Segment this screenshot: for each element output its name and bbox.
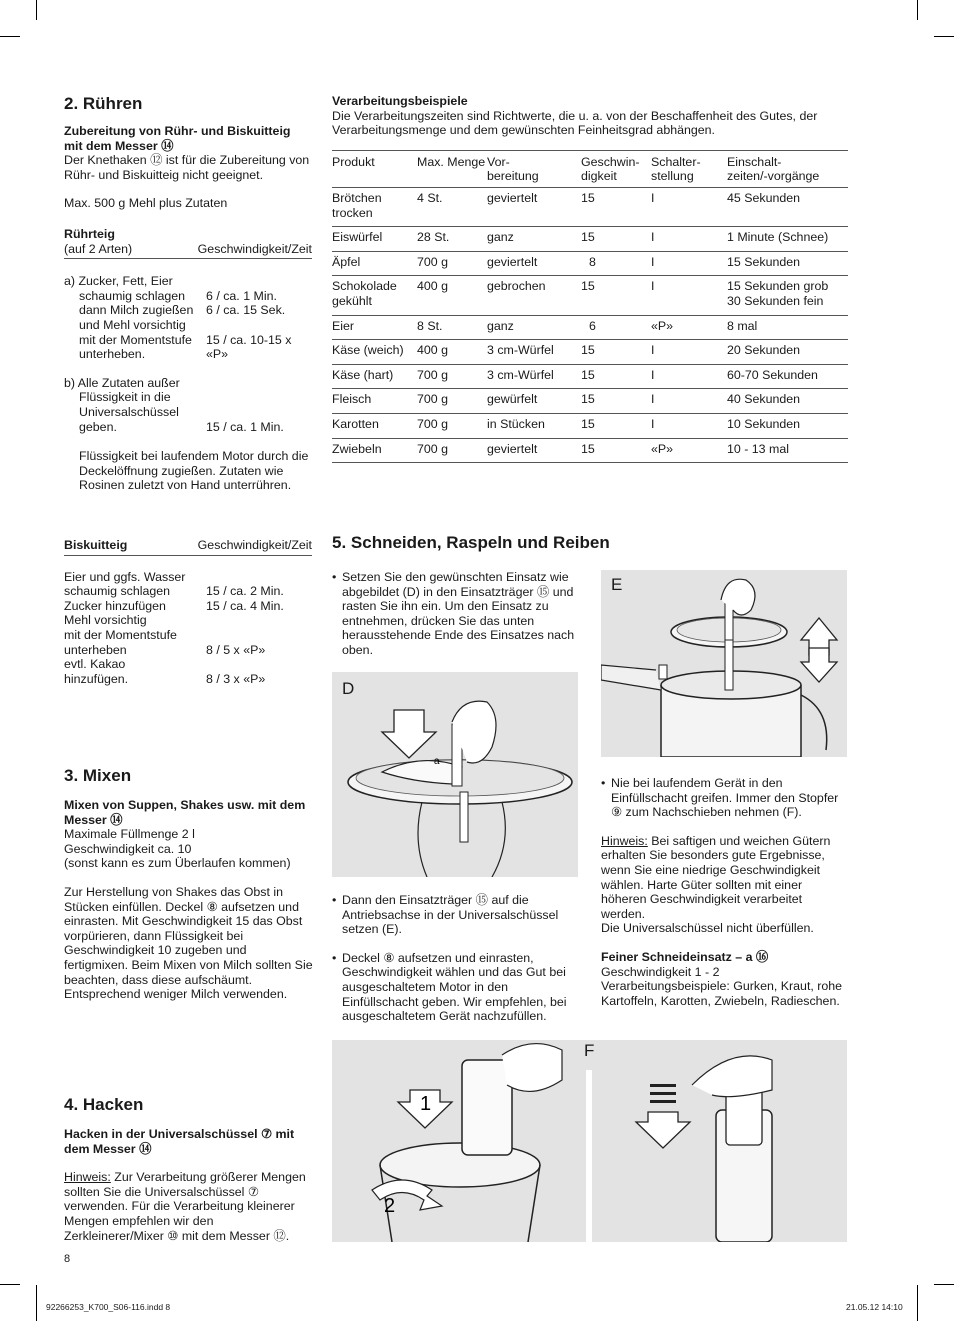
table-cell: I	[651, 364, 727, 389]
paragraph: (sonst kann es zum Überlaufen kommen)	[64, 856, 291, 871]
table-cell: Brötchen trocken	[332, 187, 417, 226]
bullet-text: Nie bei laufendem Gerät in den Einfüllschacht greifen. Immer den Stopfer ⑨ zum Nachschieben nehmen (F).	[611, 776, 839, 820]
figure-e-illustration	[601, 570, 847, 757]
crop-mark	[0, 36, 20, 37]
section-schneiden-title	[332, 533, 852, 553]
table-cell: 15 Sekunden grob 30 Sekunden fein	[727, 276, 848, 315]
figure-d	[332, 672, 578, 877]
table-cell: 700 g	[417, 251, 487, 276]
table-header-cell: Produkt	[332, 150, 417, 187]
page-number: 8	[64, 1253, 71, 1265]
recipe-line: b) Alle Zutaten außer	[64, 375, 180, 390]
recipe-setting	[206, 613, 312, 628]
hint-label: Hinweis:	[64, 1170, 111, 1185]
section-title: 3. Mixen	[64, 766, 132, 785]
table-cell: 28 St.	[417, 227, 487, 252]
recipe-b-rows	[64, 390, 312, 434]
recipe-setting: 8 / 3 x «P»	[206, 671, 266, 686]
ruehrteig-right: Geschwindigkeit/Zeit	[197, 241, 312, 256]
crop-mark	[934, 1284, 954, 1285]
paragraph: Zur Herstellung von Shakes das Obst in Stücken einfüllen. Deckel ⑧ aufsetzen und einrasten. Mit Geschwindigkeit 15 das Obst vorpürieren, dann Flüssigkeit bei Geschwindigkeit 10 zugeben und fertigmixen. Beim Mixen von Milch sollten Sie beachten, dass diese aufschäumt. Entsprechend weniger Milch verwenden.	[64, 884, 313, 1002]
table-cell: 15	[581, 364, 651, 389]
recipe-setting	[206, 570, 312, 585]
examples-heading: Verarbeitungsbeispiele	[332, 94, 468, 108]
table-cell: 15	[581, 227, 651, 252]
table-header-cell: Max. Menge	[417, 150, 487, 187]
table-cell: geviertelt	[487, 438, 581, 463]
recipe-step: geben.	[79, 419, 117, 434]
table-cell: Käse (weich)	[332, 340, 417, 365]
table-cell: gewürfelt	[487, 389, 581, 414]
recipe-step: unterheben	[64, 642, 127, 657]
paragraph: Geschwindigkeit ca. 10	[64, 841, 192, 856]
table-cell: 10 - 13 mal	[727, 438, 848, 463]
recipe-line: a) Zucker, Fett, Eier	[64, 274, 173, 289]
table-cell: 15	[581, 340, 651, 365]
table-cell: Äpfel	[332, 251, 417, 276]
ruehrteig-header	[64, 242, 312, 260]
table-cell: Eier	[332, 315, 417, 340]
crop-mark	[934, 36, 954, 37]
table-cell: 15 Sekunden	[727, 251, 848, 276]
sub-heading: Mixen von Suppen, Shakes usw. mit dem Messer ⑭	[64, 798, 306, 827]
recipe-step: mit der Momentstufe	[64, 627, 177, 642]
table-cell: in Stücken	[487, 413, 581, 438]
recipe-setting: 15 / ca. 2 Min.	[206, 584, 284, 599]
table-header-cell: Geschwin- digkeit	[581, 150, 651, 187]
table-row	[332, 413, 848, 438]
table-cell: ganz	[487, 315, 581, 340]
table-cell: geviertelt	[487, 251, 581, 276]
recipe-setting	[206, 390, 312, 405]
hint-text: Bei saftigen und weichen Gütern erhalten Sie besonders gute Ergebnisse, wenn Sie eine niedrige Geschwindigkeit wählen. Harte Güter sollten mit einer höheren Geschwindigkeit verarbeitet werden.	[601, 833, 831, 921]
paragraph: Max. 500 g Mehl plus Zutaten	[64, 196, 228, 211]
recipe-step: hinzufügen.	[64, 671, 129, 686]
table-cell: 3 cm-Würfel	[487, 340, 581, 365]
section5-bullet: • Setzen Sie den gewünschten Einsatz wie abgebildet (D) in den Einsatzträger ⑮ und rasten Sie ihn ein. Um den Einsatz zu entnehmen, drücken Sie das unten herausstehende Ende des Einsatzes nach oben.	[332, 570, 578, 658]
recipe-setting: «P»	[206, 347, 229, 362]
footer-date: 21.05.12 14:10	[846, 1302, 903, 1312]
recipe-setting	[206, 628, 312, 643]
table-cell: 400 g	[417, 340, 487, 365]
table-cell: 15	[581, 187, 651, 226]
ruehrteig-left: (auf 2 Arten)	[64, 241, 133, 256]
crop-mark	[917, 0, 918, 20]
recipe-step: schaumig schlagen	[79, 288, 186, 303]
section-mixen	[64, 766, 314, 1002]
table-cell: Käse (hart)	[332, 364, 417, 389]
table-cell: I	[651, 413, 727, 438]
table-cell: 6	[581, 315, 651, 340]
recipe-setting	[206, 405, 312, 420]
table-cell: geviertelt	[487, 187, 581, 226]
table-cell: I	[651, 187, 727, 226]
table-cell: 700 g	[417, 438, 487, 463]
section-hacken	[64, 1095, 312, 1243]
recipe-a-rows	[64, 289, 312, 362]
table-cell: 8	[581, 251, 651, 276]
figure-f-illustration	[332, 1040, 847, 1242]
insert-label: a	[434, 756, 440, 767]
table-cell: I	[651, 389, 727, 414]
table-cell: gebrochen	[487, 276, 581, 315]
table-cell: 15	[581, 389, 651, 414]
table-header-row	[332, 150, 848, 187]
hint-text: Zur Verarbeitung größerer Mengen sollten Sie die Universalschüssel ⑦ verwenden. Für die Verarbeitung kleinerer Mengen empfehlen wir den Zerkleinerer/Mixer ⑩ mit dem Messer ⑫.	[64, 1170, 306, 1243]
recipe-step: Zucker hinzufügen	[64, 598, 166, 613]
table-cell: «P»	[651, 315, 727, 340]
crop-mark	[0, 1284, 20, 1285]
biskuit-heading: Biskuitteig	[64, 538, 128, 552]
table-cell: 8 mal	[727, 315, 848, 340]
recipe-step: Eier und ggfs. Wasser	[64, 569, 186, 584]
crop-mark	[36, 1285, 37, 1321]
table-cell: 60-70 Sekunden	[727, 364, 848, 389]
table-cell: 400 g	[417, 276, 487, 315]
sub-heading: Zubereitung von Rühr- und Biskuitteig mit dem Messer ⑭	[64, 124, 291, 153]
recipe-setting: 15 / ca. 10-15 x	[206, 332, 292, 347]
ruehrteig-heading: Rührteig	[64, 226, 115, 241]
table-cell: 10 Sekunden	[727, 413, 848, 438]
table-cell: Fleisch	[332, 389, 417, 414]
paragraph: Geschwindigkeit 1 - 2	[601, 964, 720, 979]
table-row	[332, 315, 848, 340]
figure-e	[601, 570, 847, 757]
step-number: 2	[384, 1195, 396, 1217]
table-cell: 1 Minute (Schnee)	[727, 227, 848, 252]
bullet-text: Deckel ⑧ aufsetzen und einrasten, Geschwindigkeit wählen und das Gut bei ausgeschaltetem Motor in den Einfüllschacht geben. Wir empfehlen, bei ausgeschaltetem Gerät nachzufüllen.	[342, 950, 567, 1024]
table-row	[332, 389, 848, 414]
figure-f	[332, 1040, 847, 1242]
figure-label: D	[342, 679, 355, 698]
table-cell: Karotten	[332, 413, 417, 438]
table-row	[332, 438, 848, 463]
crop-mark	[917, 1285, 918, 1321]
table-cell: 700 g	[417, 364, 487, 389]
table-cell: 45 Sekunden	[727, 187, 848, 226]
recipe-step: unterheben.	[79, 347, 146, 362]
table-header-cell: Schalter- stellung	[651, 150, 727, 187]
table-cell: I	[651, 276, 727, 315]
table-row	[332, 340, 848, 365]
recipe-setting: 15 / ca. 4 Min.	[206, 598, 284, 613]
recipe-setting: 6 / ca. 1 Min.	[206, 288, 277, 303]
table-cell: 15	[581, 276, 651, 315]
table-row	[332, 251, 848, 276]
table-cell: Zwiebeln	[332, 438, 417, 463]
recipe-step: Flüssigkeit in die	[79, 390, 171, 405]
recipe-step: Mehl vorsichtig	[64, 613, 147, 628]
section5-right-text: • Nie bei laufendem Gerät in den Einfüllschacht greifen. Immer den Stopfer ⑨ zum Nachschieben nehmen (F). Hinweis: Bei saftigen und weichen Gütern erhalten Sie besonders gute Ergebnisse, wenn Sie eine niedrige Geschwindigkeit wählen. Harte Güter sollten mit einer höheren Geschwindigkeit verarbeitet werden. Die Universalschüssel nicht überfüllen. Feiner Schneideinsatz – a ⑯ Geschwindigkeit 1 - 2 Verarbeitungsbeispiele: Gurken, Kraut, rohe Kartoffeln, Karotten, Zwiebeln, Radieschen.	[601, 776, 847, 1008]
crop-mark	[36, 0, 37, 20]
paragraph: Der Knethaken ⑫ ist für die Zubereitung von Rühr- und Biskuitteig nicht geeignet.	[64, 153, 310, 182]
table-row	[332, 276, 848, 315]
recipe-setting: 8 / 5 x «P»	[206, 642, 266, 657]
table-cell: I	[651, 251, 727, 276]
section-title: 5. Schneiden, Raspeln und Reiben	[332, 533, 610, 552]
table-header-cell: Einschalt- zeiten/-vorgänge	[727, 150, 848, 187]
recipe-setting	[206, 657, 312, 672]
sub-heading: Feiner Schneideinsatz – a ⑯	[601, 949, 769, 964]
recipe-setting	[206, 318, 312, 333]
paragraph: Maximale Füllmenge 2 l	[64, 827, 195, 842]
table-cell: Eiswürfel	[332, 227, 417, 252]
section-title: 4. Hacken	[64, 1095, 144, 1114]
table-cell: Schokolade gekühlt	[332, 276, 417, 315]
examples-table	[332, 150, 848, 463]
examples-intro: Die Verarbeitungszeiten sind Richtwerte, die u. a. von der Beschaffenheit des Gutes, der Verarbeitungsmenge und dem gewünschten Feinheitsgrad abhängen.	[332, 108, 818, 138]
table-cell: 20 Sekunden	[727, 340, 848, 365]
biskuit-header	[64, 538, 312, 556]
figure-label: E	[611, 575, 623, 594]
recipe-note: Flüssigkeit bei laufendem Motor durch die Deckelöffnung zugießen. Zutaten wie Rosinen zuletzt von Hand unterrühren.	[79, 449, 309, 493]
biskuit-rows	[64, 570, 312, 687]
hint-label: Hinweis:	[601, 833, 648, 848]
table-cell: I	[651, 340, 727, 365]
biskuit-block	[64, 538, 312, 686]
section-ruehren	[64, 94, 312, 493]
table-header-cell: Vor- bereitung	[487, 150, 581, 187]
table-cell: «P»	[651, 438, 727, 463]
section-title: 2. Rühren	[64, 94, 143, 113]
hint-paragraph	[64, 1170, 312, 1243]
table-cell: 15	[581, 413, 651, 438]
biskuit-right: Geschwindigkeit/Zeit	[197, 538, 312, 552]
sub-heading: Hacken in der Universalschüssel ⑦ mit dem Messer ⑭	[64, 1127, 295, 1156]
table-row	[332, 364, 848, 389]
table-cell: 700 g	[417, 389, 487, 414]
recipe-step: dann Milch zugießen	[79, 303, 194, 318]
bullet-text: Dann den Einsatzträger ⑮ auf die Antriebsachse in der Universalschüssel setzen (E).	[342, 893, 559, 937]
table-cell: 3 cm-Würfel	[487, 364, 581, 389]
recipe-step: schaumig schlagen	[64, 584, 171, 599]
figure-label: F	[584, 1041, 595, 1060]
section5-bullets: • Dann den Einsatzträger ⑮ auf die Antriebsachse in der Universalschüssel setzen (E). • Deckel ⑧ aufsetzen und einrasten, Geschwindigkeit wählen und das Gut bei ausgeschaltetem Motor in den Einfüllschacht geben. Wir empfehlen, bei ausgeschaltetem Gerät nachzufüllen.	[332, 893, 578, 1024]
table-cell: 15	[581, 438, 651, 463]
footer-file: 92266253_K700_S06-116.indd 8	[46, 1302, 171, 1312]
examples-block	[332, 94, 848, 463]
table-cell: 8 St.	[417, 315, 487, 340]
table-row	[332, 187, 848, 226]
recipe-step: und Mehl vorsichtig	[79, 317, 186, 332]
table-cell: 40 Sekunden	[727, 389, 848, 414]
table-cell: I	[651, 227, 727, 252]
recipe-step: Universalschüssel	[79, 404, 179, 419]
bullet-text: Setzen Sie den gewünschten Einsatz wie abgebildet (D) in den Einsatzträger ⑮ und rasten Sie ihn ein. Um den Einsatz zu entnehmen, drücken Sie das unten herausstehende Ende des Einsatzes nach oben.	[342, 570, 575, 657]
paragraph: Die Universalschüssel nicht überfüllen.	[601, 921, 814, 936]
step-number: 1	[420, 1093, 432, 1115]
recipe-step: evtl. Kakao	[64, 657, 126, 672]
paragraph: Verarbeitungsbeispiele: Gurken, Kraut, rohe Kartoffeln, Karotten, Zwiebeln, Radieschen.	[601, 979, 843, 1008]
figure-d-illustration	[332, 672, 578, 877]
table-row	[332, 227, 848, 252]
table-cell: 4 St.	[417, 187, 487, 226]
hint-paragraph	[601, 834, 847, 922]
table-cell: ganz	[487, 227, 581, 252]
table-cell: 700 g	[417, 413, 487, 438]
recipe-step: mit der Momentstufe	[79, 332, 192, 347]
recipe-setting: 6 / ca. 15 Sek.	[206, 303, 286, 318]
recipe-setting: 15 / ca. 1 Min.	[206, 419, 284, 434]
